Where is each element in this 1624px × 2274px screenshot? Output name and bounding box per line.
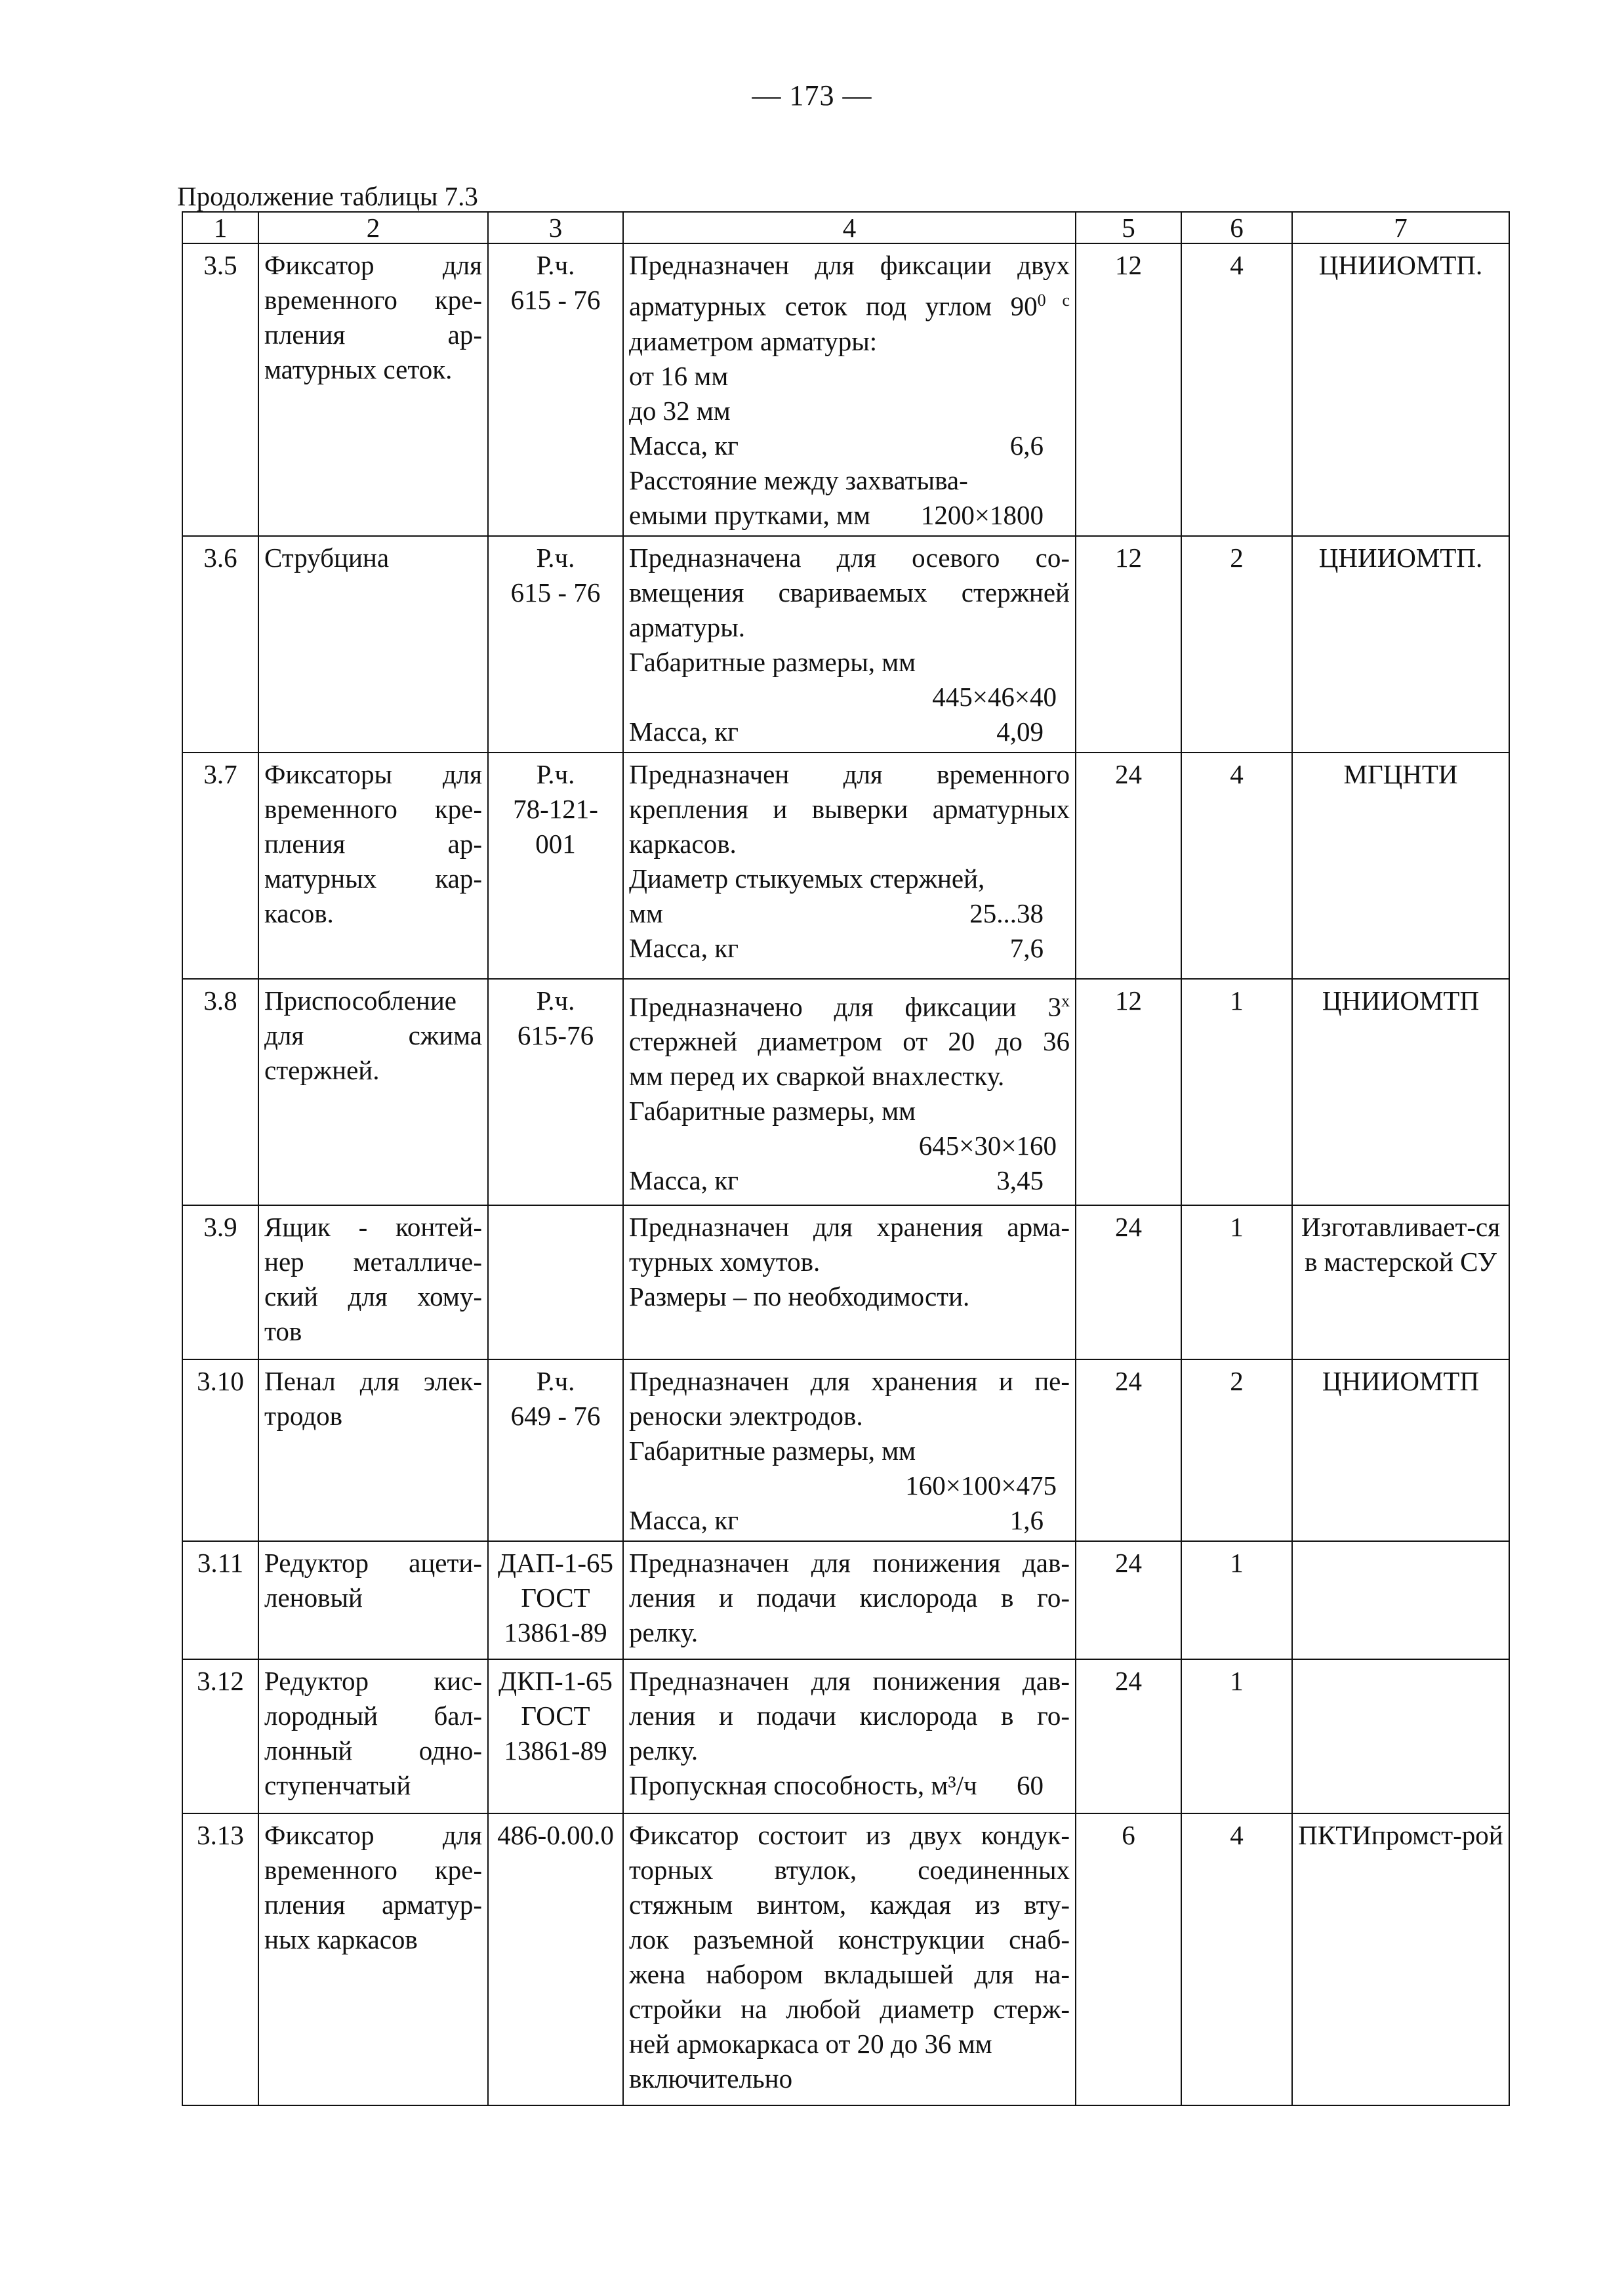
name-line: нер металличе-: [264, 1246, 482, 1277]
description-text: стройки на любой диаметр стерж-: [629, 1993, 1070, 2024]
name-line: касов.: [264, 898, 334, 928]
name-line: пления ар-: [264, 828, 482, 859]
value-number: 60: [1017, 1769, 1044, 1800]
description-line: [629, 1279, 1070, 1314]
description-line: [629, 983, 1070, 1025]
row-name-cell: [258, 1659, 488, 1813]
row-count-cell: 1: [1181, 1541, 1292, 1659]
header-cell: 6: [1181, 212, 1292, 243]
row-qty-cell: 24: [1076, 1659, 1181, 1813]
description-value-line: [629, 931, 1070, 966]
row-number-cell: 3.11: [182, 1541, 258, 1659]
table-row: [182, 243, 1509, 536]
document-line: Р.ч.: [536, 250, 575, 280]
name-line: Фиксаторы для: [264, 758, 482, 789]
row-description-cell: [623, 979, 1076, 1205]
description-value-line: [629, 498, 1070, 533]
row-document-cell: [488, 243, 623, 536]
description-text: релку.: [629, 1617, 699, 1647]
document-line: 13861-89: [504, 1617, 607, 1647]
description-line: [629, 1364, 1070, 1399]
row-organization-cell: [1292, 1541, 1509, 1659]
name-line: Редуктор ацети-: [264, 1547, 482, 1578]
x-superscript: х: [1061, 991, 1070, 1010]
value-number: 1200×1800: [920, 499, 1044, 530]
description-text: Размеры – по необходимости.: [629, 1281, 970, 1312]
table-row: [182, 1813, 1509, 2105]
row-number-cell: 3.13: [182, 1813, 258, 2105]
description-text: Предназначено для фиксации 3: [629, 991, 1061, 1022]
description-text: Предназначена для осевого со-: [629, 542, 1070, 573]
description-line: [629, 1546, 1070, 1581]
value-label: емыми прутками, мм: [629, 499, 870, 530]
row-qty-cell: 24: [1076, 753, 1181, 979]
dimensions-line: 645×30×160: [918, 1130, 1057, 1161]
name-line: стержней.: [264, 1054, 380, 1085]
value-number: 6,6: [1009, 430, 1044, 461]
header-cell: 5: [1076, 212, 1181, 243]
description-line: [629, 645, 1070, 680]
description-text: жена набором вкладышей для на-: [629, 1958, 1070, 1989]
row-description-cell: [623, 536, 1076, 753]
row-document-cell: [488, 979, 623, 1205]
document-line: ДКП-1-65: [498, 1665, 613, 1696]
description-text: Габаритные размеры, мм: [629, 1435, 916, 1466]
name-line: для сжима: [264, 1020, 482, 1050]
description-line: [629, 1399, 1070, 1434]
description-text: Предназначен для понижения дав-: [629, 1547, 1070, 1578]
row-qty-cell: 24: [1076, 1205, 1181, 1359]
row-document-cell: [488, 536, 623, 753]
row-description-cell: [623, 243, 1076, 536]
value-number: 7,6: [1009, 932, 1044, 963]
description-text: реноски электродов.: [629, 1400, 863, 1431]
description-text: стержней диаметром от 20 до 36: [629, 1026, 1070, 1057]
value-label: Масса, кг: [629, 716, 739, 747]
header-cell: 7: [1292, 212, 1509, 243]
name-line: Струбцина: [264, 542, 390, 573]
equipment-table: [182, 211, 1510, 2106]
row-document-cell: [488, 1541, 623, 1659]
description-text: диаметром арматуры:: [629, 325, 878, 356]
name-line: пления арматур-: [264, 1889, 482, 1920]
description-value-line: [629, 1163, 1070, 1198]
row-document-cell: [488, 1205, 623, 1359]
description-text: Предназначен для временного: [629, 758, 1070, 789]
description-line: [629, 1733, 1070, 1768]
name-line: Ящик - контей-: [264, 1211, 482, 1242]
description-text: арматуры.: [629, 611, 746, 642]
document-line: ГОСТ: [521, 1582, 590, 1613]
row-number-cell: 3.10: [182, 1359, 258, 1541]
row-count-cell: 1: [1181, 1205, 1292, 1359]
row-count-cell: 4: [1181, 1813, 1292, 2105]
description-text: турных хомутов.: [629, 1246, 821, 1277]
description-line: [629, 757, 1070, 792]
name-line: ступенчатый: [264, 1769, 411, 1800]
name-line: ский для хому-: [264, 1281, 482, 1312]
row-organization-cell: ЦНИИОМТП: [1292, 1359, 1509, 1541]
degree-superscript: 0 с: [1037, 291, 1070, 310]
description-line: [629, 1210, 1070, 1245]
description-text: от 16 мм: [629, 360, 729, 391]
description-line: [629, 283, 1070, 324]
row-description-cell: [623, 1359, 1076, 1541]
row-organization-cell: [1292, 1659, 1509, 1813]
description-text: мм перед их сваркой внахлестку.: [629, 1061, 1005, 1092]
description-text: до 32 мм: [629, 395, 731, 426]
row-document-cell: [488, 753, 623, 979]
description-line: [629, 2061, 1070, 2096]
description-line: [629, 1664, 1070, 1699]
description-line: [629, 575, 1070, 610]
table-header-row: [182, 212, 1509, 243]
row-qty-cell: 12: [1076, 536, 1181, 753]
description-text: арматурных сеток под углом 90: [629, 291, 1038, 321]
description-text: Расстояние между захватыва-: [629, 465, 968, 495]
name-line: матурных кар-: [264, 863, 482, 894]
name-line: лородный бал-: [264, 1700, 482, 1731]
description-value-line: [629, 714, 1070, 749]
row-number-cell: 3.6: [182, 536, 258, 753]
description-text: Диаметр стыкуемых стержней,: [629, 863, 985, 894]
description-line: [629, 1581, 1070, 1615]
description-text: ней армокаркаса от 20 до 36 мм: [629, 2028, 992, 2059]
description-line: [629, 1853, 1070, 1888]
value-label: Масса, кг: [629, 430, 739, 461]
name-line: временного кре-: [264, 1854, 482, 1885]
row-name-cell: [258, 1359, 488, 1541]
description-text: Предназначен для хранения арма-: [629, 1211, 1070, 1242]
description-line: [629, 463, 1070, 498]
table-row: [182, 1359, 1509, 1541]
value-label: Масса, кг: [629, 1165, 739, 1196]
description-line: [629, 1615, 1070, 1650]
description-text: лок разъемной конструкции снаб-: [629, 1924, 1070, 1954]
table-row: [182, 753, 1509, 979]
description-value-line: [629, 1503, 1070, 1538]
document-line: Р.ч.: [536, 542, 575, 573]
document-line: 615-76: [517, 1020, 594, 1050]
table-caption: Продолжение таблицы 7.3: [177, 181, 478, 211]
name-line: пления ар-: [264, 320, 482, 350]
name-line: Фиксатор для: [264, 250, 482, 280]
row-name-cell: [258, 1541, 488, 1659]
row-organization-cell: ЦНИИОМТП.: [1292, 243, 1509, 536]
description-line: [629, 1888, 1070, 1922]
table-row: [182, 979, 1509, 1205]
description-value-line: [629, 428, 1070, 463]
row-number-cell: 3.8: [182, 979, 258, 1205]
name-line: матурных сеток.: [264, 354, 453, 384]
document-line: 649 - 76: [510, 1400, 601, 1431]
document-line: Р.ч.: [536, 1365, 575, 1396]
description-line: [629, 827, 1070, 861]
row-name-cell: [258, 979, 488, 1205]
description-line: [629, 861, 1070, 896]
description-line: [629, 1922, 1070, 1957]
table-row: [182, 1541, 1509, 1659]
description-line: [629, 248, 1070, 283]
row-count-cell: 4: [1181, 243, 1292, 536]
description-line: [629, 359, 1070, 394]
row-number-cell: 3.5: [182, 243, 258, 536]
value-label: Масса, кг: [629, 1504, 739, 1535]
row-name-cell: [258, 753, 488, 979]
document-line: Р.ч.: [536, 758, 575, 789]
value-label: мм: [629, 898, 663, 928]
row-description-cell: [623, 753, 1076, 979]
document-line: 486-0.00.0: [497, 1819, 614, 1850]
value-number: 3,45: [996, 1165, 1044, 1196]
description-line: [629, 1957, 1070, 1992]
name-line: Пенал для элек-: [264, 1365, 482, 1396]
description-line: [629, 1818, 1070, 1853]
description-line: [629, 1024, 1070, 1059]
row-number-cell: 3.9: [182, 1205, 258, 1359]
name-line: временного кре-: [264, 793, 482, 824]
name-line: леновый: [264, 1582, 363, 1613]
description-line: [629, 1699, 1070, 1733]
description-text: вмещения свариваемых стержней: [629, 577, 1070, 608]
row-description-cell: [623, 1659, 1076, 1813]
row-document-cell: [488, 1659, 623, 1813]
description-line: [629, 541, 1070, 575]
header-cell: 2: [258, 212, 488, 243]
description-line: [629, 1059, 1070, 1094]
description-text: релку.: [629, 1735, 699, 1766]
row-name-cell: [258, 1205, 488, 1359]
description-text: крепления и выверки арматурных: [629, 793, 1070, 824]
document-line: 78-121-001: [513, 793, 598, 859]
name-line: Приспособление: [264, 985, 457, 1016]
row-qty-cell: 12: [1076, 979, 1181, 1205]
description-line: [629, 610, 1070, 645]
description-text: торных втулок, соединенных: [629, 1854, 1070, 1885]
header-cell: 4: [623, 212, 1076, 243]
row-organization-cell: ЦНИИОМТП.: [1292, 536, 1509, 753]
document-line: 13861-89: [504, 1735, 607, 1766]
table-row: [182, 536, 1509, 753]
row-organization-cell: Изготавливает-ся в мастерской СУ: [1292, 1205, 1509, 1359]
row-description-cell: [623, 1205, 1076, 1359]
description-text: стяжным винтом, каждая из вту-: [629, 1889, 1070, 1920]
header-cell: 1: [182, 212, 258, 243]
value-label: Масса, кг: [629, 932, 739, 963]
description-text: каркасов.: [629, 828, 737, 859]
row-name-cell: [258, 243, 488, 536]
description-value-line: [629, 896, 1070, 931]
description-line: [629, 1094, 1070, 1128]
row-count-cell: 1: [1181, 1659, 1292, 1813]
name-line: тов: [264, 1315, 302, 1346]
description-text: Предназначен для понижения дав-: [629, 1665, 1070, 1696]
row-number-cell: 3.12: [182, 1659, 258, 1813]
description-text: Габаритные размеры, мм: [629, 646, 916, 677]
name-line: временного кре-: [264, 285, 482, 315]
row-count-cell: 4: [1181, 753, 1292, 979]
description-line: [629, 394, 1070, 428]
name-line: тродов: [264, 1400, 342, 1431]
page-number: — 173 —: [752, 79, 872, 112]
row-qty-cell: 12: [1076, 243, 1181, 536]
description-text: Предназначен для фиксации двух: [629, 250, 1070, 280]
row-count-cell: 2: [1181, 536, 1292, 753]
description-text: включительно: [629, 2063, 793, 2094]
row-number-cell: 3.7: [182, 753, 258, 979]
row-description-cell: [623, 1813, 1076, 2105]
description-line: [629, 792, 1070, 827]
row-count-cell: 1: [1181, 979, 1292, 1205]
description-text: ления и подачи кислорода в го-: [629, 1582, 1070, 1613]
document-line: ГОСТ: [521, 1700, 590, 1731]
description-text: Фиксатор состоит из двух кондук-: [629, 1819, 1070, 1850]
description-text: Габаритные размеры, мм: [629, 1096, 916, 1127]
table-row: [182, 1205, 1509, 1359]
row-qty-cell: 24: [1076, 1541, 1181, 1659]
row-organization-cell: ПКТИпромст-рой: [1292, 1813, 1509, 2105]
description-text: Предназначен для хранения и пе-: [629, 1365, 1070, 1396]
description-line: [629, 1992, 1070, 2027]
row-organization-cell: МГЦНТИ: [1292, 753, 1509, 979]
name-line: лонный одно-: [264, 1735, 482, 1766]
row-document-cell: [488, 1813, 623, 2105]
row-name-cell: [258, 1813, 488, 2105]
document-line: 615 - 76: [510, 285, 601, 315]
header-cell: 3: [488, 212, 623, 243]
value-number: 25...38: [969, 898, 1044, 928]
document-line: 615 - 76: [510, 577, 601, 608]
name-line: Редуктор кис-: [264, 1665, 482, 1696]
table-row: [182, 1659, 1509, 1813]
document-line: ДАП-1-65: [498, 1547, 613, 1578]
row-document-cell: [488, 1359, 623, 1541]
row-name-cell: [258, 536, 488, 753]
description-line: [629, 1245, 1070, 1279]
value-label: Пропускная способность, м³/ч: [629, 1769, 977, 1800]
row-organization-cell: ЦНИИОМТП: [1292, 979, 1509, 1205]
document-line: Р.ч.: [536, 985, 575, 1016]
row-count-cell: 2: [1181, 1359, 1292, 1541]
name-line: ных каркасов: [264, 1924, 418, 1954]
row-description-cell: [623, 1541, 1076, 1659]
row-qty-cell: 24: [1076, 1359, 1181, 1541]
description-line: [629, 324, 1070, 359]
dimensions-line: 445×46×40: [932, 681, 1057, 712]
description-value-line: [629, 1768, 1070, 1803]
dimensions-line: 160×100×475: [905, 1470, 1057, 1500]
value-number: 4,09: [996, 716, 1044, 747]
description-text: ления и подачи кислорода в го-: [629, 1700, 1070, 1731]
description-line: [629, 1434, 1070, 1468]
value-number: 1,6: [1009, 1504, 1044, 1535]
name-line: Фиксатор для: [264, 1819, 482, 1850]
row-qty-cell: 6: [1076, 1813, 1181, 2105]
description-line: [629, 2027, 1070, 2061]
